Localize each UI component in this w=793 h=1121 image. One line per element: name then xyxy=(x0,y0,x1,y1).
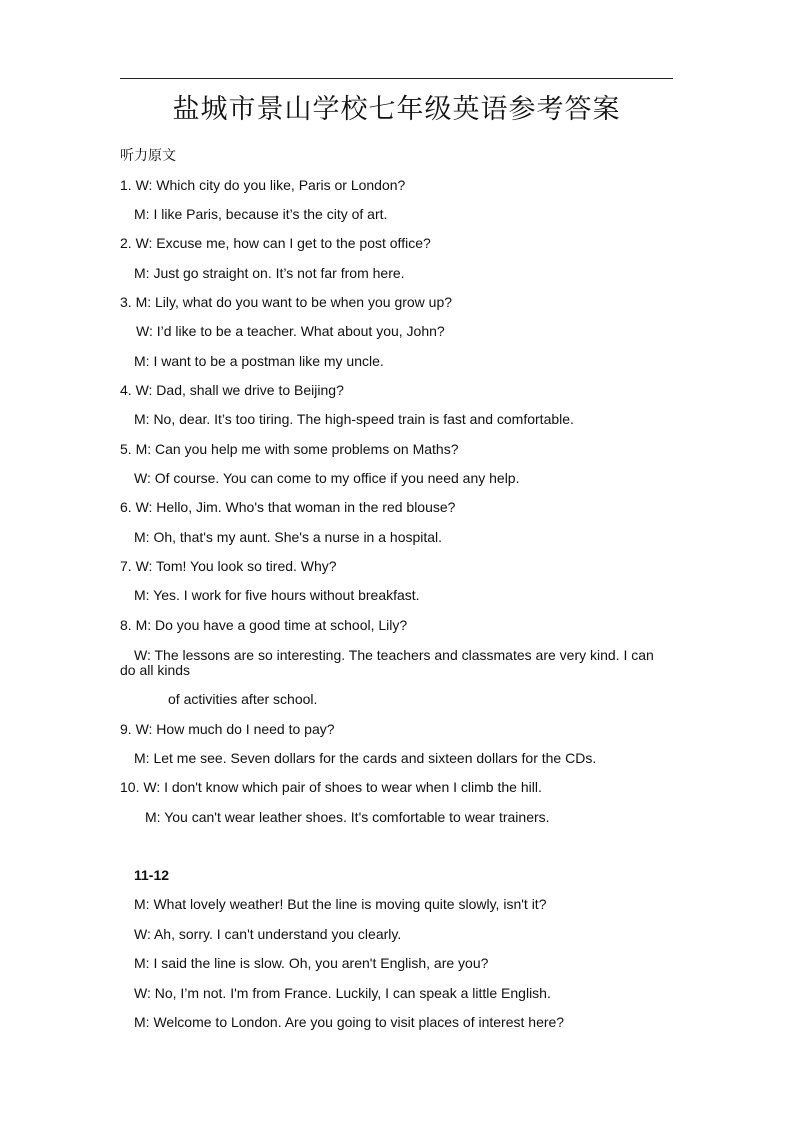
transcript-line: of activities after school. xyxy=(168,691,318,707)
transcript-line: W: Of course. You can come to my office if you need any help. xyxy=(134,470,520,486)
document-title: 盐城市景山学校七年级英语参考答案 xyxy=(172,94,621,125)
transcript-line: M: What lovely weather! But the line is moving quite slowly, isn't it? xyxy=(134,896,547,912)
transcript-line: M: You can't wear leather shoes. It's comfortable to wear trainers. xyxy=(145,809,550,825)
transcript-line: W: I’d like to be a teacher. What about you, John? xyxy=(136,323,445,339)
transcript-line: 2. W: Excuse me, how can I get to the post office? xyxy=(120,235,431,251)
transcript-line: 6. W: Hello, Jim. Who's that woman in the red blouse? xyxy=(120,499,456,515)
transcript-line: M: No, dear. It’s too tiring. The high-speed train is fast and comfortable. xyxy=(134,411,574,427)
header-rule xyxy=(120,78,673,79)
transcript-line: W: No, I’m not. I'm from France. Luckily, I can speak a little English. xyxy=(134,985,551,1001)
section-label: 听力原文 xyxy=(120,147,176,163)
transcript-line: 10. W: I don't know which pair of shoes to wear when I climb the hill. xyxy=(120,779,542,795)
transcript-line: 9. W: How much do I need to pay? xyxy=(120,721,335,737)
transcript-line: M: Let me see. Seven dollars for the cards and sixteen dollars for the CDs. xyxy=(134,750,597,766)
transcript-line: 5. M: Can you help me with some problems on Maths? xyxy=(120,441,459,457)
transcript-line: 7. W: Tom! You look so tired. Why? xyxy=(120,558,337,574)
transcript-line: M: Oh, that's my aunt. She's a nurse in a hospital. xyxy=(134,529,443,545)
transcript-line: 3. M: Lily, what do you want to be when you grow up? xyxy=(120,294,453,310)
transcript-line: M: I said the line is slow. Oh, you aren't English, are you? xyxy=(134,955,489,971)
transcript-line: M: I like Paris, because it’s the city of art. xyxy=(134,206,388,222)
transcript-line: W: The lessons are so interesting. The teachers and classmates are very kind. I can xyxy=(134,647,654,663)
transcript-line: do all kinds xyxy=(120,662,191,678)
transcript-line: 4. W: Dad, shall we drive to Beijing? xyxy=(120,382,344,398)
group-label: 11-12 xyxy=(134,867,170,883)
transcript-line: 1. W: Which city do you like, Paris or London? xyxy=(120,177,406,193)
transcript-line: M: I want to be a postman like my uncle. xyxy=(134,353,384,369)
transcript-line: M: Just go straight on. It’s not far from here. xyxy=(134,265,405,281)
transcript-line: M: Welcome to London. Are you going to visit places of interest here? xyxy=(134,1014,565,1030)
transcript-line: M: Yes. I work for five hours without breakfast. xyxy=(134,587,420,603)
transcript-line: 8. M: Do you have a good time at school, Lily? xyxy=(120,617,408,633)
transcript-line: W: Ah, sorry. I can't understand you clearly. xyxy=(134,926,402,942)
